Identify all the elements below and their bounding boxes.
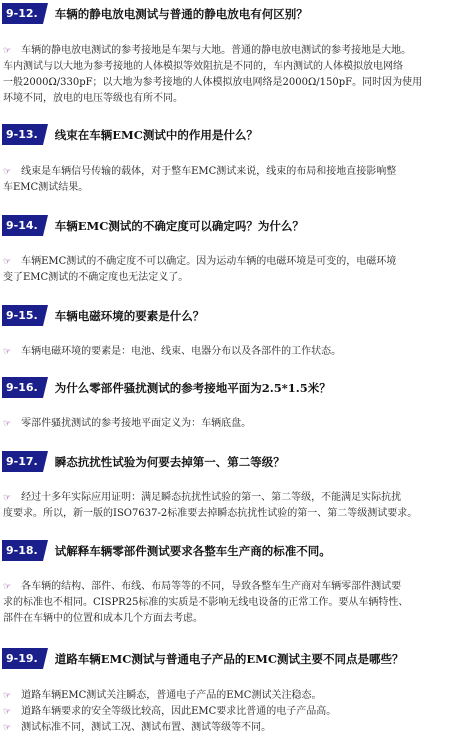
question-number-badge: 9-13. (2, 124, 43, 145)
pointer-arrow-icon: ☞ (3, 582, 12, 592)
answer-line: 车EMC测试结果。 (3, 182, 89, 193)
answer-line: 求的标准也不相同。CISPR25标准的实质是不影响无线电设备的正常工作。要从车辆特性、 (3, 597, 409, 608)
answer-block (3, 416, 457, 432)
question-heading (2, 540, 458, 561)
answer-line: 车辆EMC测试的不确定度不可以确定。因为运动车辆的电磁环境是可变的，电磁环境 (21, 256, 397, 267)
answer-line: 车内测试与以大地为参考接地的人体模拟等效阻抗是不同的，车内测试的人体模拟放电网络 (3, 61, 403, 72)
question-title: 线束在车辆EMC测试中的作用是什么？ (54, 127, 258, 142)
pointer-arrow-icon: ☞ (3, 707, 12, 717)
answer-line: 度要求。所以，新一版的ISO7637-2标准要去掉瞬态抗扰性试验的第一、第二等级测试要求。 (3, 508, 418, 519)
answer-line: 各车辆的结构、部件、布线、布局等等的不同，导致各整车生产商对车辆零部件测试要 (21, 581, 402, 592)
answer-block (3, 254, 457, 286)
answer-line: 车辆电磁环境的要素是：电池、线束、电器分布以及各部件的工作状态。 (21, 346, 342, 357)
answer-line: 测试标准不同，测试工况、测试布置、测试等级等不同。 (21, 722, 272, 733)
question-heading (2, 451, 458, 472)
question-number-badge: 9-14. (2, 215, 43, 236)
question-heading (2, 305, 458, 326)
answer-block (3, 490, 457, 522)
answer-line: 道路车辆EMC测试关注瞬态，普通电子产品的EMC测试关注稳态。 (21, 690, 322, 701)
question-title: 车辆电磁环境的要素是什么？ (54, 308, 205, 323)
question-number-badge: 9-16. (2, 377, 43, 398)
pointer-arrow-icon: ☞ (3, 493, 12, 503)
answer-line: 变了EMC测试的不确定度也无法定义了。 (3, 272, 189, 283)
question-title: 道路车辆EMC测试与普通电子产品的EMC测试主要不同点是哪些？ (54, 651, 404, 666)
question-number-badge: 9-17. (2, 451, 43, 472)
answer-line: 零部件骚扰测试的参考接地平面定义为：车辆底盘。 (21, 418, 252, 429)
answer-line: 经过十多年实际应用证明：满足瞬态抗扰性试验的第一、第二等级，不能满足实际抗扰 (21, 492, 402, 503)
answer-line: 部件在车辆中的位置和成本几个方面去考虑。 (3, 613, 203, 624)
question-heading (2, 377, 458, 398)
question-number-badge: 9-19. (2, 648, 43, 669)
question-number-badge: 9-12. (2, 3, 43, 24)
question-title: 试解释车辆零部件测试要求各整车生产商的标准不同。 (54, 543, 331, 558)
answer-block (3, 688, 457, 736)
pointer-arrow-icon: ☞ (3, 691, 12, 701)
question-title: 为什么零部件骚扰测试的参考接地平面为2.5*1.5米？ (54, 380, 331, 395)
question-heading (2, 3, 458, 24)
question-heading (2, 648, 458, 669)
question-number-badge: 9-18. (2, 540, 43, 561)
pointer-arrow-icon: ☞ (3, 257, 12, 267)
question-title: 车辆的静电放电测试与普通的静电放电有何区别？ (54, 6, 308, 21)
answer-line: 车辆的静电放电测试的参考接地是车架与大地。普通的静电放电测试的参考接地是大地。 (21, 45, 412, 56)
answer-block (3, 43, 457, 107)
question-heading (2, 215, 458, 236)
question-heading (2, 124, 458, 145)
question-title: 车辆EMC测试的不确定度可以确定吗？为什么？ (54, 218, 304, 233)
answer-block (3, 344, 457, 360)
answer-block (3, 164, 457, 196)
answer-line: 线束是车辆信号传输的载体，对于整车EMC测试来说，线束的布局和接地直接影响整 (21, 166, 397, 177)
answer-line: 道路车辆要求的安全等级比较高，因此EMC要求比普通的电子产品高。 (21, 706, 337, 717)
pointer-arrow-icon: ☞ (3, 347, 12, 357)
pointer-arrow-icon: ☞ (3, 167, 12, 177)
answer-block (3, 579, 457, 627)
answer-line: 一般2000Ω/330pF；以大地为参考接地的人体模拟放电网络是2000Ω/150pF。同时因为使用 (3, 77, 423, 88)
pointer-arrow-icon: ☞ (3, 46, 12, 56)
answer-line: 环境不同，放电的电压等级也有所不同。 (3, 93, 183, 104)
pointer-arrow-icon: ☞ (3, 723, 12, 733)
question-title: 瞬态抗扰性试验为何要去掉第一、第二等级？ (54, 454, 285, 469)
question-number-badge: 9-15. (2, 305, 43, 326)
pointer-arrow-icon: ☞ (3, 419, 12, 429)
